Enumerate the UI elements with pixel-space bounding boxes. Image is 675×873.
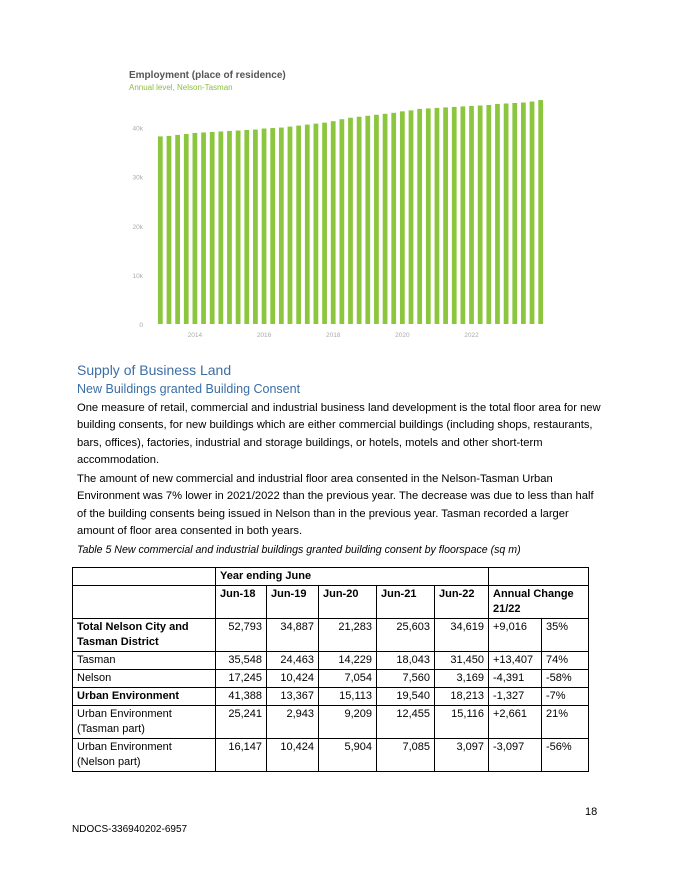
bar: [426, 108, 431, 324]
y-tick-label: 10k: [132, 272, 143, 280]
table-cell: -7%: [542, 688, 589, 706]
table-cell: 3,097: [435, 739, 489, 772]
table-cell: 13,367: [267, 688, 319, 706]
bar: [435, 108, 440, 324]
row-label: Urban Environment (Nelson part): [73, 739, 216, 772]
table-cell: -3,097: [489, 739, 542, 772]
row-label: Total Nelson City and Tasman District: [73, 619, 216, 652]
y-tick-label: 40k: [132, 125, 143, 133]
table-cell: -56%: [542, 739, 589, 772]
table-cell: +9,016: [489, 619, 542, 652]
bar: [305, 125, 310, 324]
table-cell: 7,054: [319, 670, 377, 688]
table-cell: 19,540: [377, 688, 435, 706]
table-cell: 18,043: [377, 652, 435, 670]
col-header: Jun-22: [435, 586, 489, 619]
bar: [521, 103, 526, 324]
bar: [478, 105, 483, 324]
chart-subtitle: Annual level, Nelson-Tasman: [129, 83, 233, 92]
table-cell: 17,245: [216, 670, 267, 688]
bar: [201, 132, 206, 324]
table-cell: 14,229: [319, 652, 377, 670]
table-cell: -1,327: [489, 688, 542, 706]
table-cell: 5,904: [319, 739, 377, 772]
x-tick-label: 2014: [187, 332, 203, 339]
table-cell: 7,085: [377, 739, 435, 772]
x-tick-label: 2020: [395, 332, 410, 339]
bar: [331, 121, 336, 324]
table-cell: 3,169: [435, 670, 489, 688]
table-row: [73, 652, 589, 670]
table-row: [73, 670, 589, 688]
table-cell: 9,209: [319, 706, 377, 739]
bar: [530, 102, 535, 324]
table-cell: 15,113: [319, 688, 377, 706]
bar: [391, 113, 396, 324]
bar: [400, 111, 405, 324]
bar: [452, 107, 457, 324]
bar: [288, 127, 293, 324]
table-cell: 34,887: [267, 619, 319, 652]
paragraph-1: One measure of retail, commercial and industrial business land development is the total floor area for new building consents, for new buildings which are either commercial buildings (including shops, restaurants, bars, offices), factories, industrial and storage buildings, or hotels, motels and other short-term accommodation.: [77, 402, 601, 466]
row-label: Tasman: [73, 652, 216, 670]
table-cell: 12,455: [377, 706, 435, 739]
table-cell: 25,603: [377, 619, 435, 652]
table-cell: 35%: [542, 619, 589, 652]
bar: [270, 128, 275, 324]
table-cell: -4,391: [489, 670, 542, 688]
bar: [409, 110, 414, 324]
bar: [210, 132, 215, 324]
bar: [417, 109, 422, 324]
bar: [236, 131, 241, 325]
bar: [357, 117, 362, 324]
col-header: Jun-21: [377, 586, 435, 619]
table-cell: 21%: [542, 706, 589, 739]
bar: [504, 103, 509, 324]
bar: [495, 104, 500, 324]
table-cell: +2,661: [489, 706, 542, 739]
bar: [486, 105, 491, 324]
bar: [296, 126, 301, 324]
bar: [244, 130, 249, 324]
col-header: Jun-18: [216, 586, 267, 619]
row-label: Urban Environment (Tasman part): [73, 706, 216, 739]
table-row: [73, 619, 589, 652]
table-cell: 25,241: [216, 706, 267, 739]
bar: [538, 100, 543, 324]
employment-chart: [120, 98, 555, 343]
table-body: [73, 619, 589, 772]
table-cell: 10,424: [267, 739, 319, 772]
table-cell: 35,548: [216, 652, 267, 670]
consent-table: [72, 567, 589, 772]
row-label: Nelson: [73, 670, 216, 688]
table-cell: 7,560: [377, 670, 435, 688]
table-cell: 74%: [542, 652, 589, 670]
table-cell: -58%: [542, 670, 589, 688]
table-cell: 16,147: [216, 739, 267, 772]
table-row: [73, 706, 589, 739]
bar: [383, 114, 388, 324]
bar: [443, 107, 448, 324]
table-cell: 18,213: [435, 688, 489, 706]
document-id: NDOCS-336940202-6957: [72, 824, 188, 835]
x-tick-label: 2016: [256, 332, 272, 339]
table-cell: 52,793: [216, 619, 267, 652]
bar: [365, 116, 370, 324]
table-caption: Table 5 New commercial and industrial buildings granted building consent by floorspace (sq m): [77, 544, 521, 556]
bar: [158, 136, 163, 324]
row-label: Urban Environment: [73, 688, 216, 706]
year-ending-header: Year ending June: [216, 568, 489, 586]
table-cell: 41,388: [216, 688, 267, 706]
col-header: Jun-19: [267, 586, 319, 619]
y-tick-label: 30k: [132, 174, 143, 182]
x-tick-label: 2018: [325, 332, 341, 339]
x-tick-label: 2022: [464, 332, 479, 339]
table-cell: 24,463: [267, 652, 319, 670]
paragraph-2: The amount of new commercial and industrial floor area consented in the Nelson-Tasman Urban Environment was 7% lower in 2021/2022 than the previous year. The decrease was due to less than half of the building consents being issued in Nelson than in the previous year. Tasman recorded a larger amount of floor area consented in both years.: [77, 473, 594, 537]
bar: [175, 135, 180, 324]
bar: [253, 130, 258, 324]
table-cell: 34,619: [435, 619, 489, 652]
table-cell: 21,283: [319, 619, 377, 652]
bar: [348, 118, 353, 324]
y-tick-label: 0: [139, 322, 143, 329]
bar: [218, 131, 223, 324]
bar: [262, 129, 267, 324]
table-cell: +13,407: [489, 652, 542, 670]
subsection-heading: New Buildings granted Building Consent: [77, 382, 301, 396]
table-group-header-row: [73, 568, 589, 586]
section-heading: Supply of Business Land: [77, 362, 232, 378]
col-header: Annual Change 21/22: [489, 586, 589, 619]
page-number: 18: [585, 806, 598, 818]
bar: [227, 131, 232, 324]
bar: [279, 128, 284, 324]
table-row: [73, 688, 589, 706]
table-cell: 15,116: [435, 706, 489, 739]
table-row: [73, 739, 589, 772]
col-header: Jun-20: [319, 586, 377, 619]
bar: [314, 124, 319, 324]
bar: [461, 106, 466, 324]
bar: [193, 133, 198, 324]
table-cell: 10,424: [267, 670, 319, 688]
bar: [512, 103, 517, 324]
chart-title: Employment (place of residence): [129, 70, 286, 81]
y-tick-label: 20k: [132, 223, 143, 231]
bar: [184, 134, 189, 324]
bar: [469, 106, 474, 324]
bar: [167, 136, 172, 324]
table-cell: 31,450: [435, 652, 489, 670]
table-cell: 2,943: [267, 706, 319, 739]
table-header-row: [73, 586, 589, 619]
bar: [374, 115, 379, 324]
bar: [339, 119, 344, 324]
bar: [322, 123, 327, 324]
